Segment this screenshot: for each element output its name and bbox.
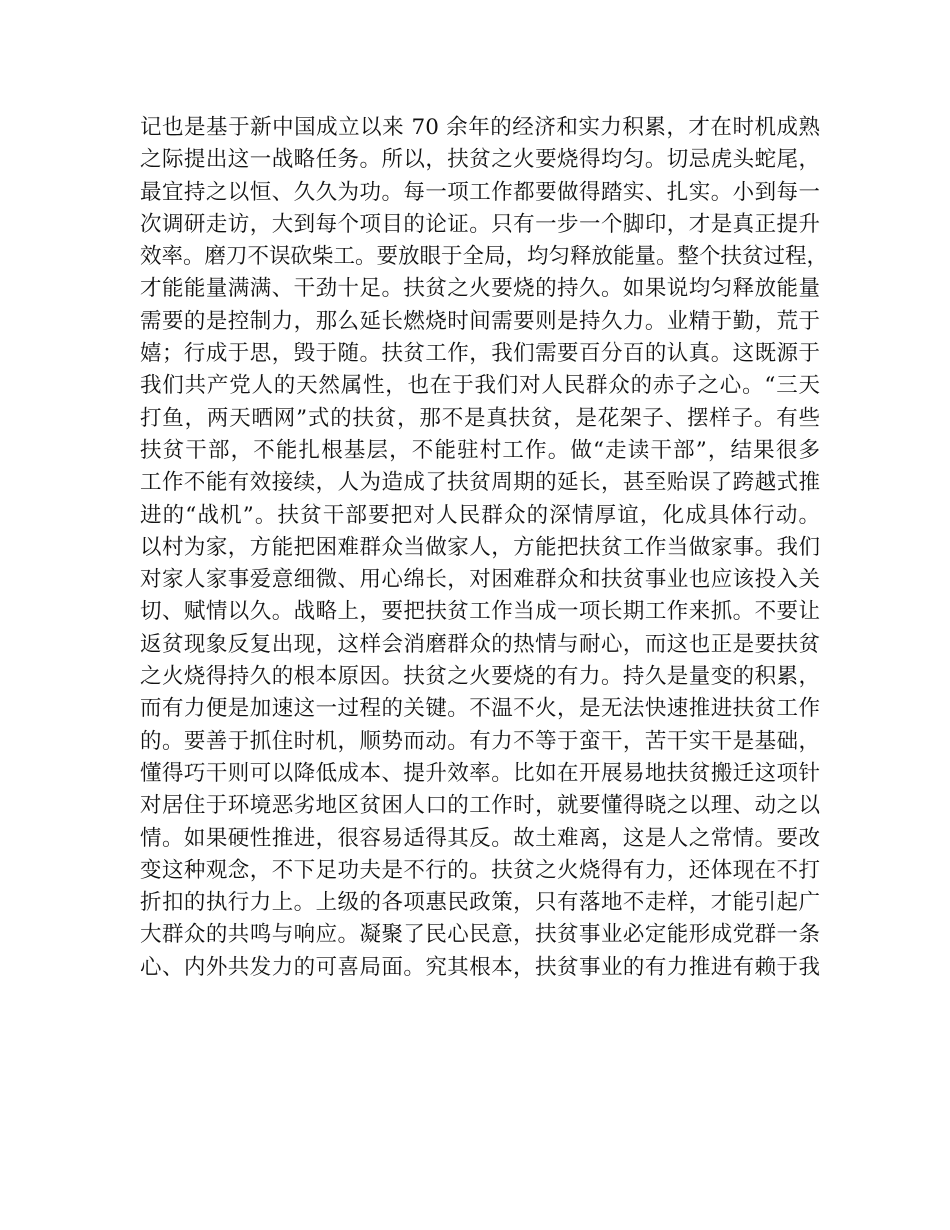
text-line: 切、赋情以久。战略上，要把扶贫工作当成一项长期工作来抓。不要让 — [140, 599, 820, 625]
text-line: 次调研走访，大到每个项目的论证。只有一步一个脚印，才是真正提升 — [140, 211, 820, 237]
text-line: 的。要善于抓住时机，顺势而动。有力不等于蛮干，苦干实干是基础， — [140, 728, 820, 754]
text-line: 大群众的共鸣与响应。凝聚了民心民意，扶贫事业必定能形成党群一条 — [140, 922, 820, 948]
text-line: 对家人家事爱意细微、用心绵长，对困难群众和扶贫事业也应该投入关 — [140, 567, 820, 593]
text-line: 打鱼，两天晒网”式的扶贫，那不是真扶贫，是花架子、摆样子。有些 — [140, 405, 820, 431]
text-line: 扶贫干部，不能扎根基层，不能驻村工作。做“走读干部”，结果很多 — [140, 437, 820, 463]
text-line: 变这种观念，不下足功夫是不行的。扶贫之火烧得有力，还体现在不打 — [140, 857, 820, 883]
text-line: 情。如果硬性推进，很容易适得其反。故土难离，这是人之常情。要改 — [140, 825, 820, 851]
text-line: 折扣的执行力上。上级的各项惠民政策，只有落地不走样，才能引起广 — [140, 890, 820, 916]
text-line: 需要的是控制力，那么延长燃烧时间需要则是持久力。业精于勤，荒于 — [140, 308, 820, 334]
text-line: 心、内外共发力的可喜局面。究其根本，扶贫事业的有力推进有赖于我 — [140, 954, 820, 980]
text-line: 最宜持之以恒、久久为功。每一项工作都要做得踏实、扎实。小到每一 — [140, 179, 820, 205]
text-line: 返贫现象反复出现，这样会消磨群众的热情与耐心，而这也正是要扶贫 — [140, 631, 820, 657]
text-line: 效率。磨刀不误砍柴工。要放眼于全局，均匀释放能量。整个扶贫过程， — [140, 244, 829, 270]
text-line: 记也是基于新中国成立以来 70 余年的经济和实力积累，才在时机成熟 — [140, 115, 820, 140]
body-text — [140, 112, 829, 984]
text-line: 之火烧得持久的根本原因。扶贫之火要烧的有力。持久是量变的积累， — [140, 664, 820, 690]
text-line: 才能能量满满、干劲十足。扶贫之火要烧的持久。如果说均匀释放能量 — [140, 276, 820, 302]
text-line: 我们共产党人的天然属性，也在于我们对人民群众的赤子之心。“三天 — [140, 373, 820, 399]
text-line: 懂得巧干则可以降低成本、提升效率。比如在开展易地扶贫搬迁这项针 — [140, 760, 820, 786]
text-line: 之际提出这一战略任务。所以，扶贫之火要烧得均匀。切忌虎头蛇尾， — [140, 147, 820, 173]
text-line: 以村为家，方能把困难群众当做家人，方能把扶贫工作当做家事。我们 — [140, 534, 820, 560]
text-line: 进的“战机”。扶贫干部要把对人民群众的深情厚谊，化成具体行动。 — [140, 502, 820, 528]
text-line: 而有力便是加速这一过程的关键。不温不火，是无法快速推进扶贫工作 — [140, 696, 820, 722]
text-line: 对居住于环境恶劣地区贫困人口的工作时，就要懂得晓之以理、动之以 — [140, 793, 820, 819]
text-line: 工作不能有效接续，人为造成了扶贫周期的延长，甚至贻误了跨越式推 — [140, 470, 820, 496]
text-line: 嬉；行成于思，毁于随。扶贫工作，我们需要百分百的认真。这既源于 — [140, 341, 820, 367]
